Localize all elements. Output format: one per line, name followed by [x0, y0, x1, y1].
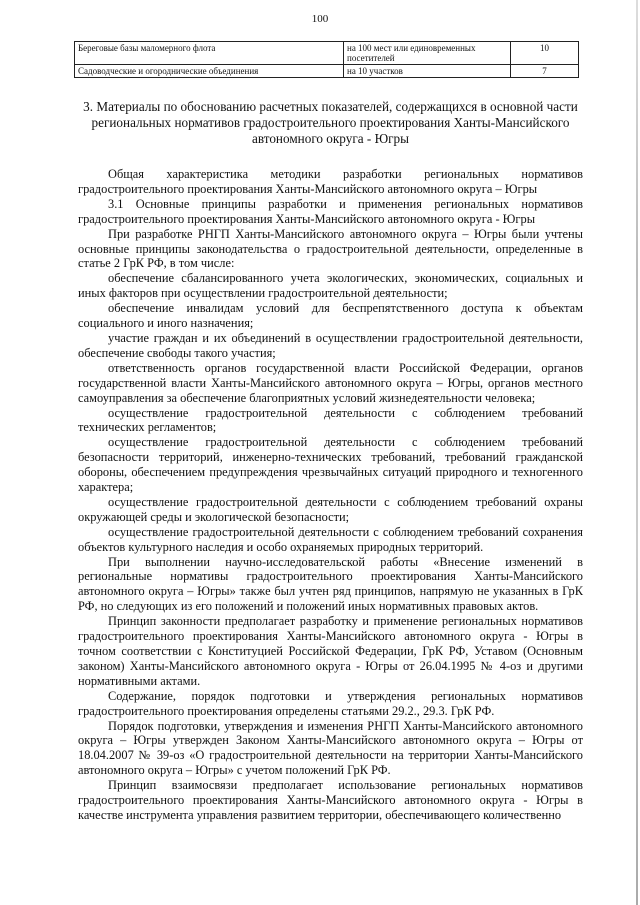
scan-edge [636, 0, 638, 905]
paragraph: осуществление градостроительной деятельности с соблюдением требований технических регламентов; [78, 405, 583, 435]
page-number: 100 [311, 13, 329, 25]
paragraph: Содержание, порядок подготовки и утверждения региональных нормативов градостроительного проектирования определены статьями 29.2., 29.3. ГрК РФ. [78, 688, 583, 718]
paragraph: осуществление градостроительной деятельности с соблюдением требований безопасности территорий, инженерно-технических требований, требований гражданской обороны, обеспечением предупреждения чрезвычайных ситуаций природного и техногенного характера; [78, 435, 583, 495]
document-body [78, 167, 583, 823]
paragraph: Порядок подготовки, утверждения и изменения РНГП Ханты-Мансийского автономного округа – Югры утвержден Законом Ханты-Мансийского автономного округа – Югры от 18.04.2007 № 39-оз «О градостроительной деятельности на территории Ханты-Мансийского автономного округа – Югры» с учетом положений ГрК РФ. [78, 718, 583, 778]
paragraph: участие граждан и их объединений в осуществлении градостроительной деятельности, обеспечение свободы такого участия; [78, 330, 583, 360]
table-cell-name: Береговые базы маломерного флота [75, 42, 344, 65]
table-cell-value: 10 [511, 42, 579, 65]
paragraph: осуществление градостроительной деятельности с соблюдением требований сохранения объектов культурного наследия и особо охраняемых природных территорий. [78, 524, 583, 554]
table-cell-unit: на 100 мест или единовременных посетителей [344, 42, 511, 65]
paragraph: Принцип взаимосвязи предполагает использование региональных нормативов градостроительного проектирования Ханты-Мансийского автономного округа - Югры в качестве инструмента управления развитием территории, обеспечивающего количественно [78, 778, 583, 822]
paragraph: ответственность органов государственной власти Российской Федерации, органов государственной власти Ханты-Мансийского автономного округа – Югры, органов местного самоуправления за обеспечение благоприятных условий жизнедеятельности человека; [78, 360, 583, 405]
paragraph: 3.1 Основные принципы разработки и применения региональных нормативов градостроительного проектирования Ханты-Мансийского автономного округа - Югры [78, 196, 583, 226]
paragraph: обеспечение сбалансированного учета экологических, экономических, социальных и иных факторов при осуществлении градостроительной деятельности; [78, 271, 583, 301]
paragraph: обеспечение инвалидам условий для беспрепятственного доступа к объектам социального и иного назначения; [78, 301, 583, 331]
table-row [75, 65, 579, 78]
paragraph: Принцип законности предполагает разработку и применение региональных нормативов градостроительного проектирования Ханты-Мансийского автономного округа - Югры в точном соответствии с Конституцией Российской Федерации, ГрК РФ, Уставом (Основным законом) Ханты-Мансийского автономного округа - Югры от 26.04.1995 № 4-оз и другими нормативными актами. [78, 614, 583, 688]
table-row [75, 42, 579, 65]
paragraph: При выполнении научно-исследовательской работы «Внесение изменений в региональные нормативы градостроительного проектирования Ханты-Мансийского автономного округа – Югры» также был учтен ряд принципов, напрямую не указанных в ГрК РФ, но следующих из его положений и положений иных нормативных правовых актов. [78, 554, 583, 614]
section-title: 3. Материалы по обоснованию расчетных показателей, содержащихся в основной части региональных нормативов градостроительного проектирования Ханты-Мансийского автономного округа - Югры [83, 99, 578, 146]
table-cell-value: 7 [511, 65, 579, 78]
paragraph: Общая характеристика методики разработки региональных нормативов градостроительного проектирования Ханты-Мансийского автономного округа – Югры [78, 167, 583, 196]
table-cell-unit: на 10 участков [344, 65, 511, 78]
paragraph: осуществление градостроительной деятельности с соблюдением требований охраны окружающей среды и экологической безопасности; [78, 494, 583, 524]
table-cell-name: Садоводческие и огороднические объединения [75, 65, 344, 78]
paragraph: При разработке РНГП Ханты-Мансийского автономного округа – Югры были учтены основные принципы законодательства о градостроительной деятельности, определенные в статье 2 ГрК РФ, в том числе: [78, 226, 583, 271]
norms-table [74, 41, 579, 78]
